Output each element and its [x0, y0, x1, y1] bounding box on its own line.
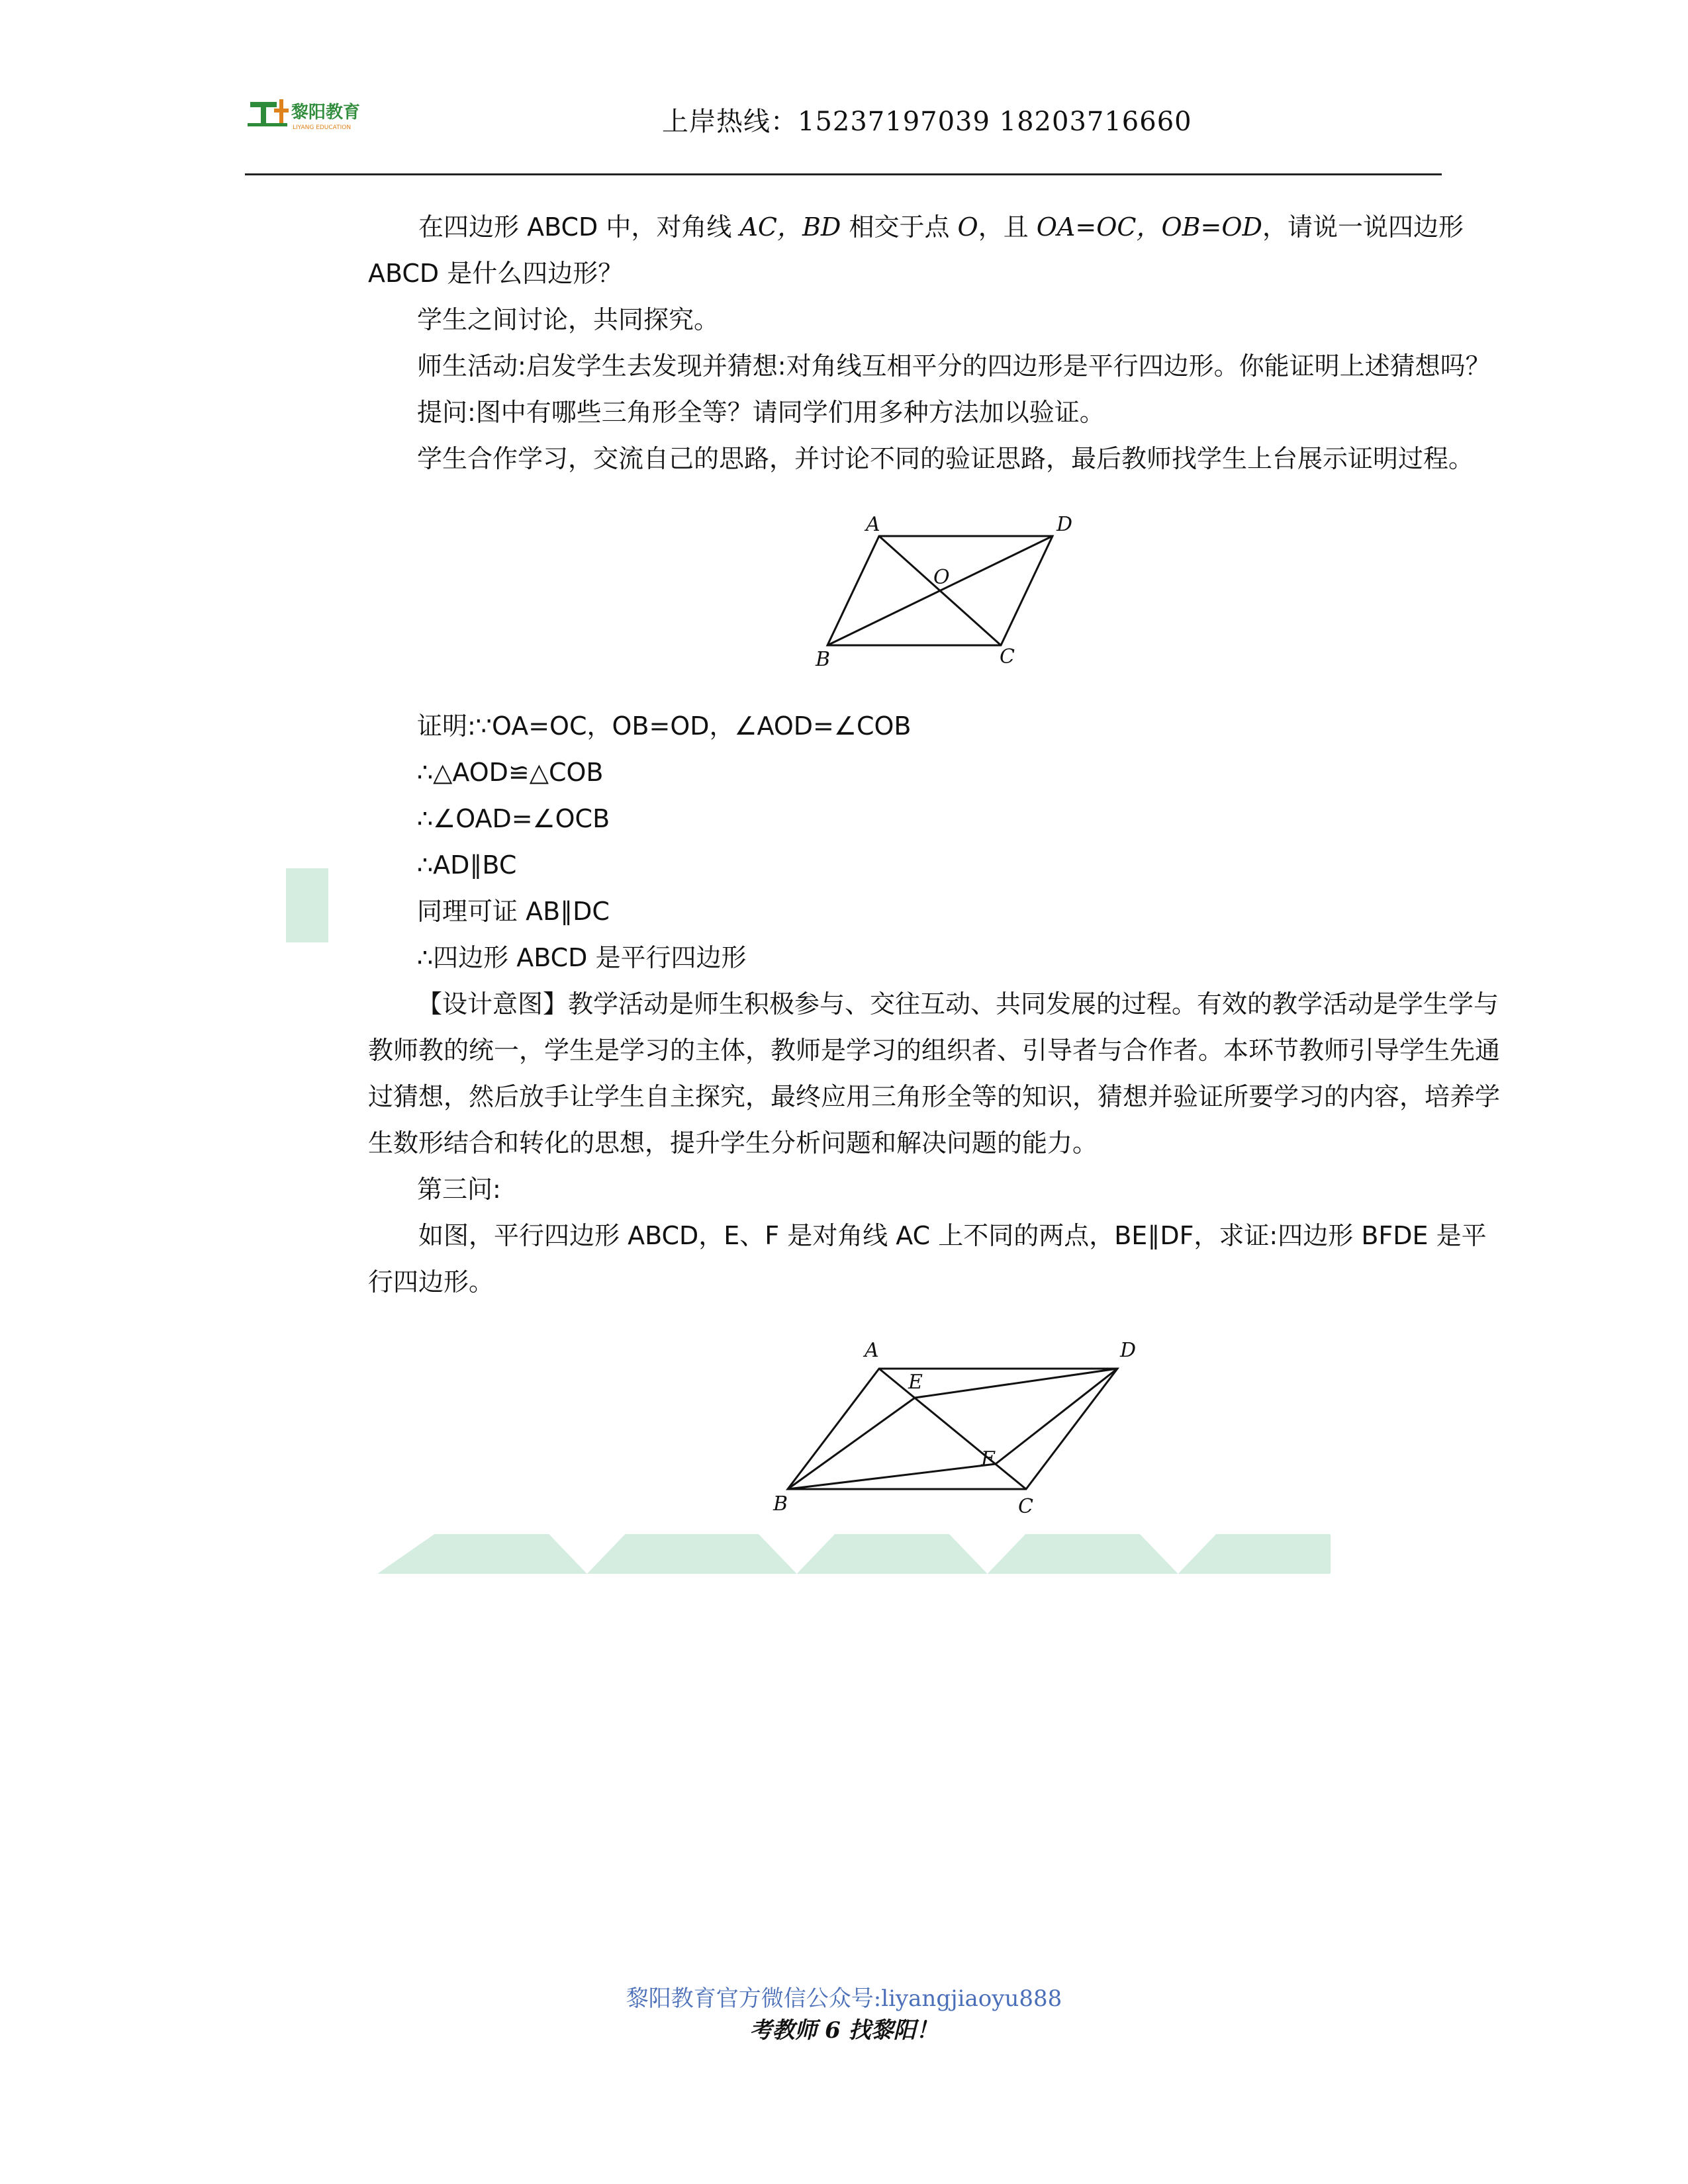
fig1-label-c: C	[1000, 645, 1015, 668]
fig1-label-a: A	[866, 513, 880, 536]
question-text: 提问:图中有哪些三角形全等？请同学们用多种方法加以验证。	[417, 398, 1105, 427]
proof-line-4: ∴AD∥BC	[417, 850, 517, 880]
footer-slogan: 考教师 6 找黎阳！	[749, 2017, 939, 2044]
q2-intro: 在四边形 ABCD 中，对角线 AC，BD 相交于点 O，且 OA=OC，OB=OD，请说一说四边形 ABCD 是什么四边形？	[368, 212, 1464, 288]
header-divider	[245, 173, 1442, 175]
proof-line-5: 同理可证 AB∥DC	[417, 897, 610, 926]
fig1-label-o: O	[933, 566, 950, 589]
brand-logo	[245, 93, 404, 132]
logo-subtext: LIYANG EDUCATION	[293, 124, 352, 131]
fig2-label-b: B	[773, 1492, 788, 1516]
activity-text: 师生活动:启发学生去发现并猜想:对角线互相平分的四边形是平行四边形。你能证明上述猜想吗？	[417, 351, 1491, 381]
discuss-text: 学生之间讨论，共同探究。	[417, 305, 720, 334]
fig1-label-b: B	[816, 648, 831, 671]
watermark-left-block	[286, 868, 328, 942]
logo-text: 黎阳教育	[291, 103, 361, 122]
design-intent: 【设计意图】教学活动是师生积极参与、交往互动、共同发展的过程。有效的教学活动是学生学与教师教的统一，学生是学习的主体，教师是学习的组织者、引导者与合作者。本环节教师引导学生先通过猜想，然后放手让学生自主探究，最终应用三角形全等的知识，猜想并验证所要学习的内容，培养学生数形结合和转化的思想，提升学生分析问题和解决问题的能力。	[368, 989, 1501, 1158]
fig1-label-d: D	[1056, 513, 1073, 536]
fig2-label-a: A	[865, 1339, 879, 1362]
footer-wechat-account[interactable]: 黎阳教育官方微信公众号:liyangjiaoyu888	[626, 1985, 1062, 2012]
fig2-diagonal-ac	[879, 1369, 1026, 1489]
fig2-label-c: C	[1018, 1495, 1033, 1518]
q3-title: 第三问:	[417, 1175, 501, 1204]
proof-line-3: ∴∠OAD=∠OCB	[417, 804, 610, 833]
fig2-label-f: F	[981, 1447, 995, 1471]
proof-line-1: 证明:∵OA=OC，OB=OD，∠AOD=∠COB	[417, 711, 912, 741]
proof-line-6: ∴四边形 ABCD 是平行四边形	[417, 943, 747, 972]
hotline-text: 上岸热线：15237197039 18203716660	[662, 107, 1192, 137]
watermark-bottom-strip	[377, 1534, 1331, 1574]
fig2-label-d: D	[1120, 1339, 1137, 1362]
proof-line-2: ∴△AOD≌△COB	[417, 758, 604, 787]
fig1-diagonal-bd	[827, 536, 1053, 645]
cooperate-text: 学生合作学习，交流自己的思路，并讨论不同的验证思路，最后教师找学生上台展示证明过程。	[417, 444, 1474, 473]
q3-text: 如图，平行四边形 ABCD，E、F 是对角线 AC 上不同的两点，BE∥DF，求证:四边形 BFDE 是平行四边形。	[368, 1221, 1487, 1297]
parallelogram-figure-1	[801, 510, 1112, 675]
fig2-label-e: E	[908, 1371, 923, 1394]
parallelogram-figure-2	[768, 1324, 1165, 1522]
